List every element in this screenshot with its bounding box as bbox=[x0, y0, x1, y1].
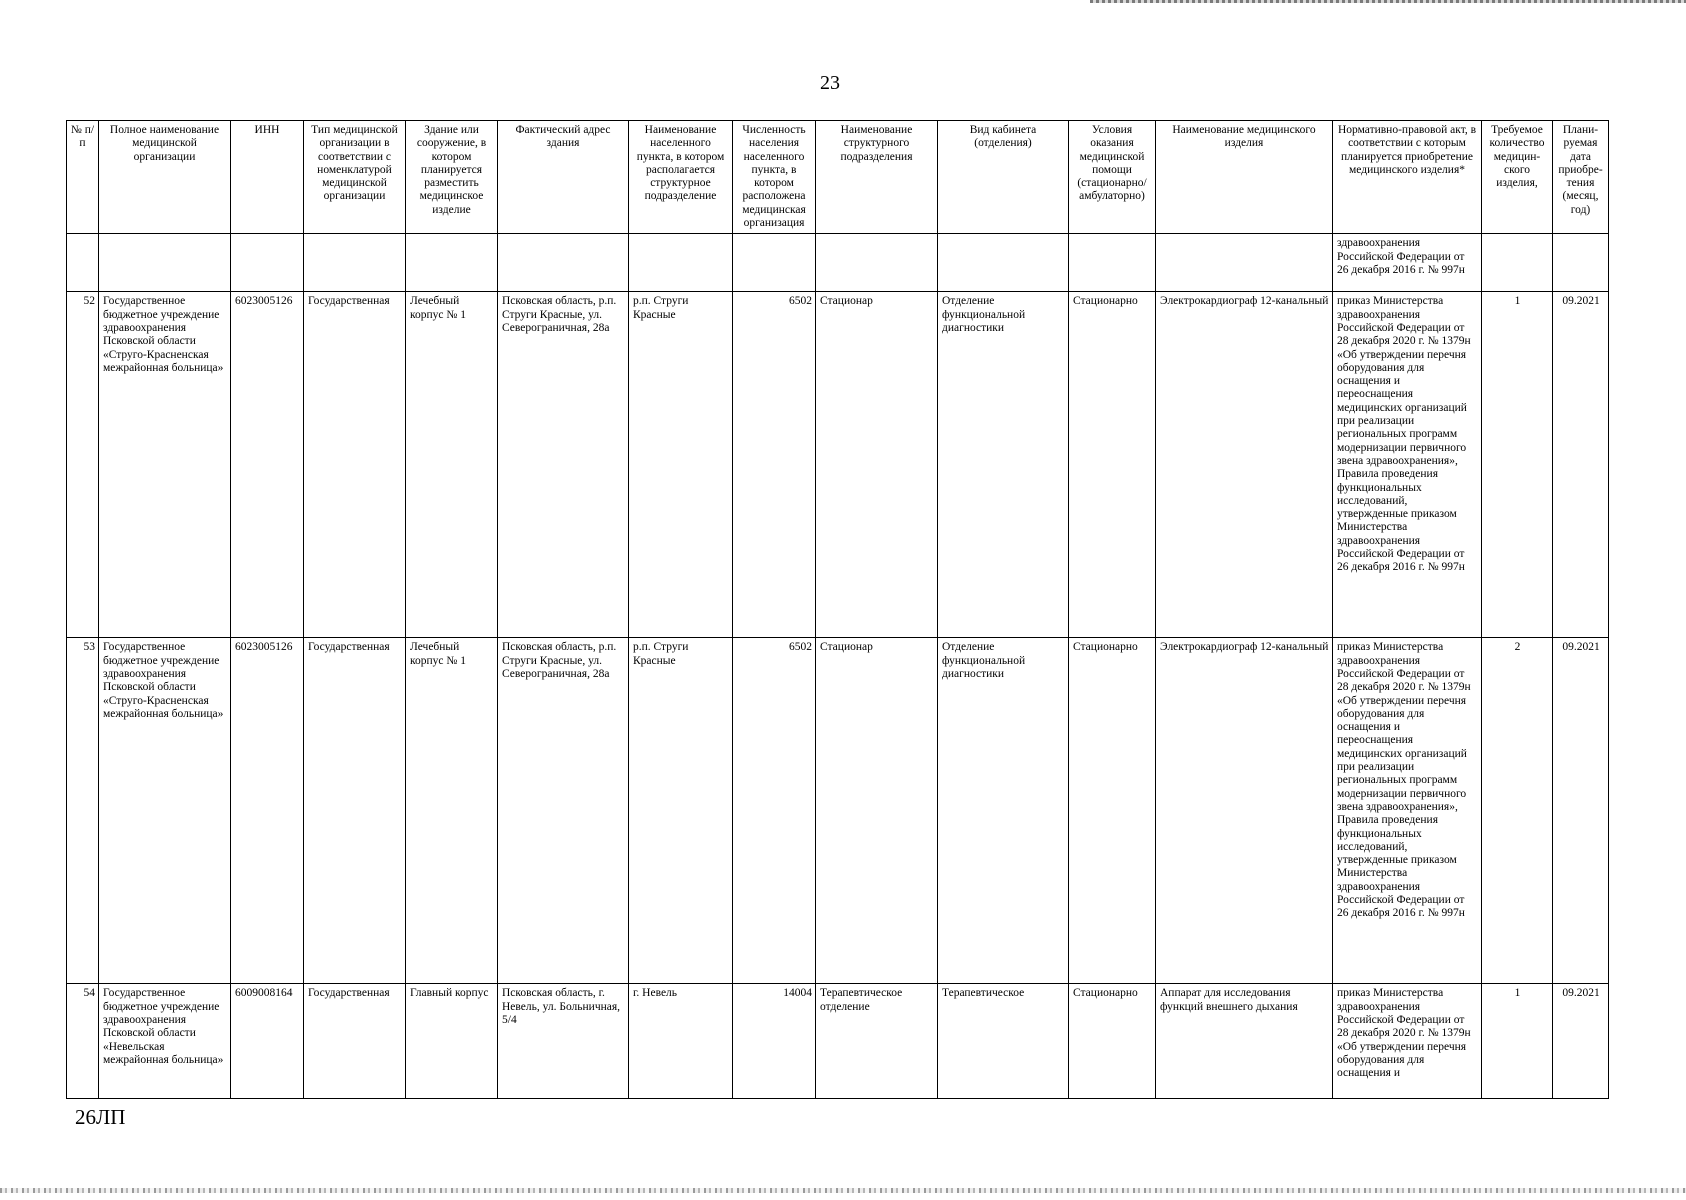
org-type-cell: Государственная bbox=[304, 638, 406, 984]
population-cell: 6502 bbox=[733, 292, 816, 638]
empty-cell bbox=[231, 234, 304, 292]
header-cell: ИНН bbox=[231, 121, 304, 234]
table-row bbox=[67, 638, 1609, 984]
inn-cell: 6023005126 bbox=[231, 292, 304, 638]
empty-cell bbox=[304, 234, 406, 292]
page-number: 23 bbox=[820, 72, 840, 94]
header-cell: Наименование населенного пункта, в котором располагается структурное подразделение bbox=[629, 121, 733, 234]
legal-act-cell: приказ Министерства здравоохранения Российской Федерации от 28 декабря 2020 г. № 1379н «Об утверждении перечня оборудования для оснащения и переоснащения медицинских организаций при реализации региональных программ модернизации первичного звена здравоохранения», Правила проведения функциональных исследований, утвержденные приказом Министерства здравоохранения Российской Федерации от 26 декабря 2016 г. № 997н bbox=[1333, 638, 1482, 984]
header-cell: Требуемое количество медицин-ского изделия, bbox=[1482, 121, 1553, 234]
row-number-cell: 52 bbox=[67, 292, 99, 638]
date-cell: 09.2021 bbox=[1553, 638, 1609, 984]
building-cell: Главный корпус bbox=[406, 984, 498, 1099]
medical-equipment-table bbox=[66, 120, 1609, 1099]
table-row bbox=[67, 292, 1609, 638]
device-cell: Электрокардиограф 12-канальный bbox=[1156, 638, 1333, 984]
table-row bbox=[67, 984, 1609, 1099]
legal-act-cell: здравоохранения Российской Федерации от 26 декабря 2016 г. № 997н bbox=[1333, 234, 1482, 292]
date-cell: 09.2021 bbox=[1553, 292, 1609, 638]
header-cell: Наименование медицинского изделия bbox=[1156, 121, 1333, 234]
scan-edge-bottom bbox=[0, 1188, 1686, 1193]
header-cell: Численность населения населенного пункта, в котором расположена медицинская организация bbox=[733, 121, 816, 234]
division-cell: Терапевтическое отделение bbox=[816, 984, 938, 1099]
org-name-cell: Государственное бюджетное учреждение здравоохранения Псковской области «Струго-Красненская межрайонная больница» bbox=[99, 292, 231, 638]
division-cell: Стационар bbox=[816, 638, 938, 984]
legal-act-cell: приказ Министерства здравоохранения Российской Федерации от 28 декабря 2020 г. № 1379н «Об утверждении перечня оборудования для оснащения и переоснащения медицинских организаций при реализации региональных программ модернизации первичного звена здравоохранения», Правила проведения функциональных исследований, утвержденные приказом Министерства здравоохранения Российской Федерации от 26 декабря 2016 г. № 997н bbox=[1333, 292, 1482, 638]
quantity-cell: 2 bbox=[1482, 638, 1553, 984]
empty-cell bbox=[1482, 234, 1553, 292]
empty-cell bbox=[629, 234, 733, 292]
org-name-cell: Государственное бюджетное учреждение здравоохранения Псковской области «Струго-Красненская межрайонная больница» bbox=[99, 638, 231, 984]
cabinet-cell: Отделение функциональной диагностики bbox=[938, 638, 1069, 984]
address-cell: Псковская область, р.п. Струги Красные, ул. Северограничная, 28а bbox=[498, 638, 629, 984]
conditions-cell: Стационарно bbox=[1069, 292, 1156, 638]
address-cell: Псковская область, г. Невель, ул. Больничная, 5/4 bbox=[498, 984, 629, 1099]
division-cell: Стационар bbox=[816, 292, 938, 638]
cabinet-cell: Терапевтическое bbox=[938, 984, 1069, 1099]
population-cell: 6502 bbox=[733, 638, 816, 984]
building-cell: Лечебный корпус № 1 bbox=[406, 292, 498, 638]
row-number-cell: 53 bbox=[67, 638, 99, 984]
locality-cell: г. Невель bbox=[629, 984, 733, 1099]
row-number-cell: 54 bbox=[67, 984, 99, 1099]
scan-edge-top bbox=[1090, 0, 1686, 3]
date-cell: 09.2021 bbox=[1553, 984, 1609, 1099]
empty-cell bbox=[938, 234, 1069, 292]
header-cell: Фактический адрес здания bbox=[498, 121, 629, 234]
org-type-cell: Государственная bbox=[304, 984, 406, 1099]
empty-cell bbox=[67, 234, 99, 292]
device-cell: Аппарат для исследования функций внешнего дыхания bbox=[1156, 984, 1333, 1099]
header-cell: Полное наименование медицинской организации bbox=[99, 121, 231, 234]
locality-cell: р.п. Струги Красные bbox=[629, 638, 733, 984]
conditions-cell: Стационарно bbox=[1069, 638, 1156, 984]
org-type-cell: Государственная bbox=[304, 292, 406, 638]
header-cell: Наименование структурного подразделения bbox=[816, 121, 938, 234]
header-cell: Здание или сооружение, в котором планируется разместить медицинское изделие bbox=[406, 121, 498, 234]
header-cell: Вид кабинета (отделения) bbox=[938, 121, 1069, 234]
header-cell: Условия оказания медицинской помощи (стационарно/ амбулаторно) bbox=[1069, 121, 1156, 234]
legal-act-cell: приказ Министерства здравоохранения Российской Федерации от 28 декабря 2020 г. № 1379н «Об утверждении перечня оборудования для оснащения и bbox=[1333, 984, 1482, 1099]
empty-cell bbox=[1156, 234, 1333, 292]
empty-cell bbox=[1069, 234, 1156, 292]
inn-cell: 6009008164 bbox=[231, 984, 304, 1099]
document-code: 26ЛП bbox=[75, 1105, 126, 1129]
empty-cell bbox=[99, 234, 231, 292]
inn-cell: 6023005126 bbox=[231, 638, 304, 984]
quantity-cell: 1 bbox=[1482, 292, 1553, 638]
header-cell: Плани-руемая дата приобре-тения (месяц, год) bbox=[1553, 121, 1609, 234]
header-cell: Нормативно-правовой акт, в соответствии с которым планируется приобретение медицинского изделия* bbox=[1333, 121, 1482, 234]
quantity-cell: 1 bbox=[1482, 984, 1553, 1099]
org-name-cell: Государственное бюджетное учреждение здравоохранения Псковской области «Невельская межрайонная больница» bbox=[99, 984, 231, 1099]
continuation-row bbox=[67, 234, 1609, 292]
empty-cell bbox=[816, 234, 938, 292]
header-cell: № п/п bbox=[67, 121, 99, 234]
cabinet-cell: Отделение функциональной диагностики bbox=[938, 292, 1069, 638]
empty-cell bbox=[498, 234, 629, 292]
conditions-cell: Стационарно bbox=[1069, 984, 1156, 1099]
empty-cell bbox=[406, 234, 498, 292]
empty-cell bbox=[733, 234, 816, 292]
building-cell: Лечебный корпус № 1 bbox=[406, 638, 498, 984]
empty-cell bbox=[1553, 234, 1609, 292]
locality-cell: р.п. Струги Красные bbox=[629, 292, 733, 638]
address-cell: Псковская область, р.п. Струги Красные, ул. Северограничная, 28а bbox=[498, 292, 629, 638]
header-cell: Тип медицинской организации в соответствии с номенклатурой медицинской организации bbox=[304, 121, 406, 234]
table-header-row bbox=[67, 121, 1609, 234]
population-cell: 14004 bbox=[733, 984, 816, 1099]
device-cell: Электрокардиограф 12-канальный bbox=[1156, 292, 1333, 638]
